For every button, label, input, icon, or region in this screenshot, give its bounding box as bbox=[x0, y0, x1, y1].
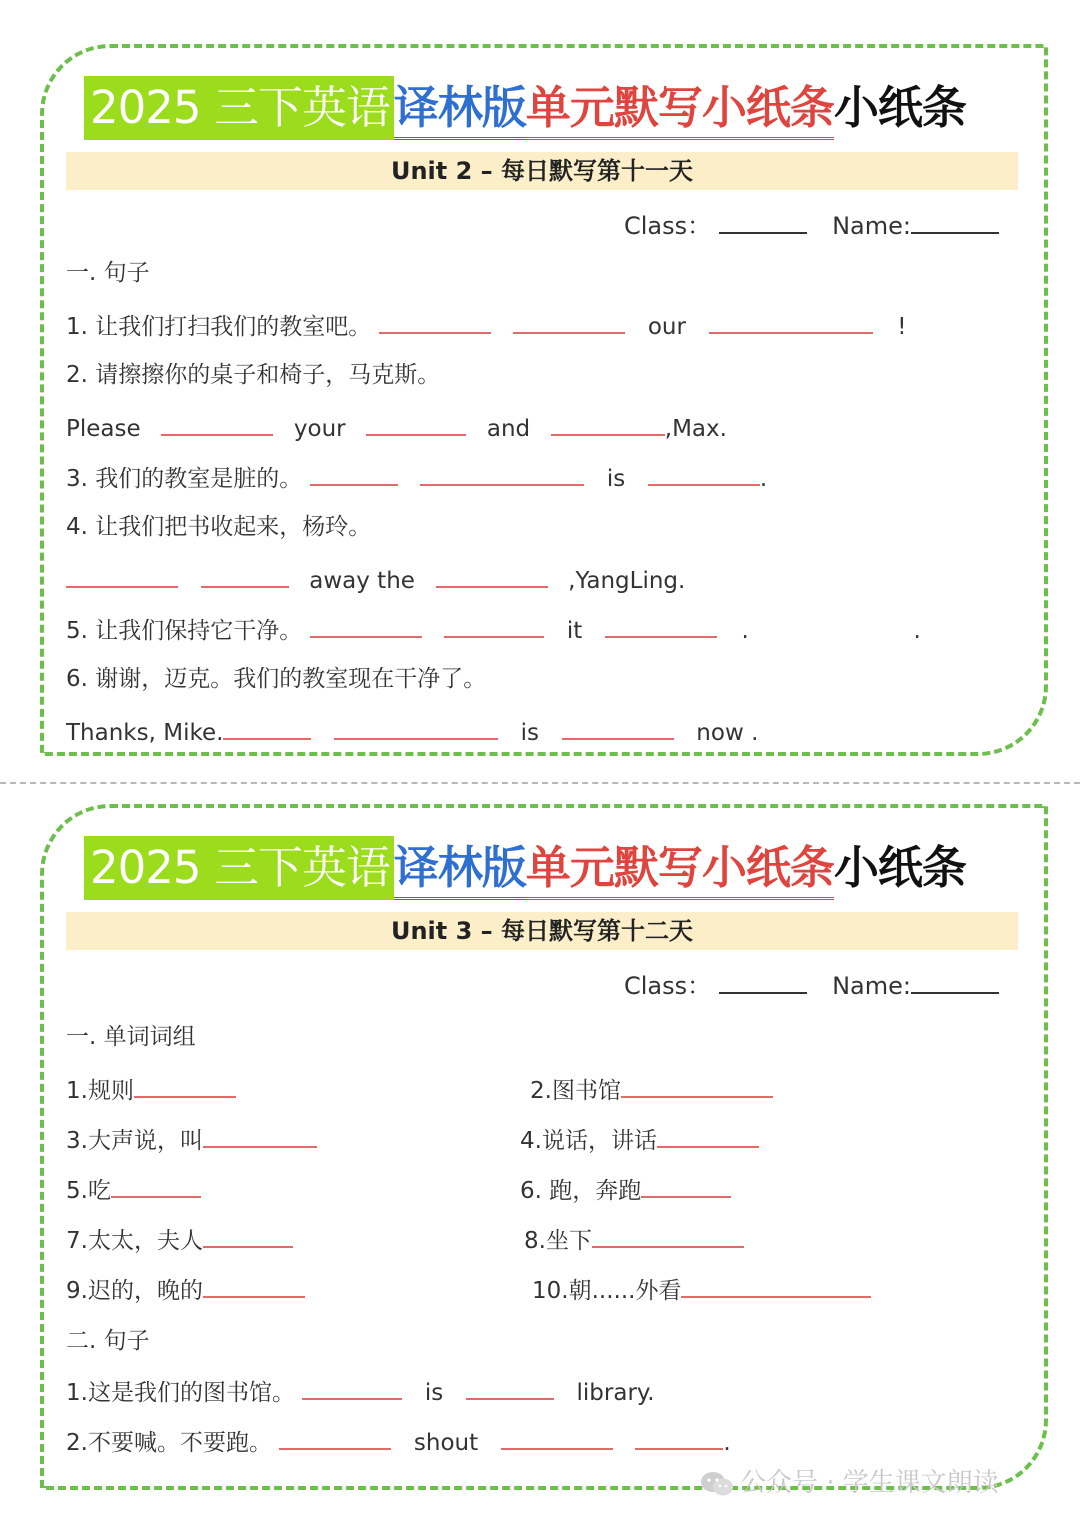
title-part-topic: 单元默写小纸条 bbox=[526, 79, 834, 140]
cut-line-divider bbox=[0, 782, 1080, 784]
word-and: and bbox=[486, 416, 531, 442]
word-item-4 bbox=[520, 1122, 759, 1156]
dictation-card-unit2 bbox=[40, 44, 1048, 756]
title-part-suffix: 小纸条 bbox=[833, 841, 966, 894]
title-part-topic: 单元默写小纸条 bbox=[526, 839, 834, 900]
card-title bbox=[84, 76, 966, 140]
name-label: Name: bbox=[832, 972, 911, 1000]
answer-blank[interactable] bbox=[203, 1272, 305, 1298]
word-library: library. bbox=[576, 1380, 655, 1406]
word-item-1 bbox=[66, 1072, 236, 1106]
answer-blank[interactable] bbox=[562, 714, 674, 740]
word-now: now . bbox=[696, 720, 759, 746]
answer-blank[interactable] bbox=[310, 612, 422, 638]
sentence-4 bbox=[66, 562, 685, 596]
word-please: Please bbox=[66, 416, 141, 442]
answer-blank[interactable] bbox=[223, 714, 311, 740]
answer-blank[interactable] bbox=[681, 1272, 871, 1298]
words-thanks-mike: Thanks, Mike. bbox=[66, 720, 224, 746]
word-item-6 bbox=[520, 1172, 731, 1206]
class-label: Class： bbox=[624, 212, 712, 240]
word-prompt: 8.坐下 bbox=[524, 1228, 592, 1254]
section-heading: 一. 句子 bbox=[66, 260, 150, 286]
answer-blank[interactable] bbox=[592, 1222, 744, 1248]
period: . bbox=[723, 1430, 731, 1456]
sentence-1 bbox=[66, 308, 906, 342]
class-blank[interactable] bbox=[719, 968, 807, 994]
wechat-icon bbox=[700, 1470, 734, 1498]
class-name-line bbox=[624, 966, 999, 1001]
sentence-5-zh: 5. 让我们保持它干净。 bbox=[66, 618, 303, 644]
sentence-5 bbox=[66, 612, 921, 646]
answer-blank[interactable] bbox=[466, 1374, 554, 1400]
answer-blank[interactable] bbox=[436, 562, 548, 588]
word-is: is bbox=[424, 1380, 444, 1406]
answer-blank[interactable] bbox=[444, 612, 544, 638]
answer-blank[interactable] bbox=[310, 460, 398, 486]
answer-blank[interactable] bbox=[302, 1374, 402, 1400]
sentence-2 bbox=[66, 1424, 731, 1458]
answer-blank[interactable] bbox=[513, 308, 625, 334]
card-title bbox=[84, 836, 966, 900]
answer-blank[interactable] bbox=[648, 460, 760, 486]
word-prompt: 1.规则 bbox=[66, 1078, 134, 1104]
word-shout: shout bbox=[413, 1430, 479, 1456]
word-yangling: ,YangLing. bbox=[568, 568, 686, 594]
class-label: Class： bbox=[624, 972, 712, 1000]
class-blank[interactable] bbox=[719, 208, 807, 234]
sentence-4-zh: 4. 让我们把书收起来，杨玲。 bbox=[66, 514, 372, 540]
title-part-suffix: 小纸条 bbox=[833, 81, 966, 134]
word-prompt: 6. 跑，奔跑 bbox=[520, 1178, 642, 1204]
sentence-1-zh: 1. 让我们打扫我们的教室吧。 bbox=[66, 314, 372, 340]
sentence-1-zh: 1.这是我们的图书馆。 bbox=[66, 1380, 295, 1406]
word-item-3 bbox=[66, 1122, 317, 1156]
dictation-card-unit3 bbox=[40, 804, 1048, 1490]
answer-blank[interactable] bbox=[605, 612, 717, 638]
sentence-2-zh: 2. 请擦擦你的桌子和椅子，马克斯。 bbox=[66, 362, 441, 388]
answer-blank[interactable] bbox=[279, 1424, 391, 1450]
watermark-text: 公众号 · 学生课文朗读 bbox=[740, 1468, 999, 1498]
answer-blank[interactable] bbox=[379, 308, 491, 334]
section-heading-words: 一. 单词词组 bbox=[66, 1024, 196, 1050]
word-prompt: 5.吃 bbox=[66, 1178, 111, 1204]
sentence-6 bbox=[66, 714, 758, 748]
word-item-2 bbox=[530, 1072, 773, 1106]
word-prompt: 7.太太，夫人 bbox=[66, 1228, 203, 1254]
words-away-the: away the bbox=[309, 568, 415, 594]
title-part-year: 2025 三下英语 bbox=[84, 836, 394, 900]
answer-blank[interactable] bbox=[709, 308, 873, 334]
title-part-edition: 译林版 bbox=[394, 79, 526, 140]
period: . bbox=[759, 466, 768, 492]
word-our: our bbox=[647, 314, 686, 340]
exclamation-mark: ! bbox=[897, 314, 907, 340]
name-label: Name: bbox=[832, 212, 911, 240]
answer-blank[interactable] bbox=[66, 562, 178, 588]
answer-blank[interactable] bbox=[420, 460, 584, 486]
answer-blank[interactable] bbox=[657, 1122, 759, 1148]
answer-blank[interactable] bbox=[203, 1122, 317, 1148]
unit-subtitle: Unit 3 – 每日默写第十二天 bbox=[66, 912, 1018, 950]
answer-blank[interactable] bbox=[201, 562, 289, 588]
word-is: is bbox=[520, 720, 540, 746]
name-blank[interactable] bbox=[911, 208, 999, 234]
name-blank[interactable] bbox=[911, 968, 999, 994]
word-prompt: 9.迟的，晚的 bbox=[66, 1278, 203, 1304]
answer-blank[interactable] bbox=[161, 410, 273, 436]
unit-subtitle: Unit 2 – 每日默写第十一天 bbox=[66, 152, 1018, 190]
sentence-3-zh: 3. 我们的教室是脏的。 bbox=[66, 466, 303, 492]
title-part-year: 2025 三下英语 bbox=[84, 76, 394, 140]
answer-blank[interactable] bbox=[621, 1072, 773, 1098]
period: . bbox=[913, 618, 921, 644]
word-prompt: 10.朝......外看 bbox=[532, 1278, 682, 1304]
title-part-edition: 译林版 bbox=[394, 839, 526, 900]
word-max: ,Max. bbox=[664, 416, 727, 442]
word-item-7 bbox=[66, 1222, 293, 1256]
word-it: it bbox=[566, 618, 583, 644]
answer-blank[interactable] bbox=[635, 1424, 723, 1450]
answer-blank[interactable] bbox=[641, 1172, 731, 1198]
period: . bbox=[741, 618, 749, 644]
word-prompt: 2.图书馆 bbox=[530, 1078, 621, 1104]
word-item-8 bbox=[524, 1222, 744, 1256]
word-item-9 bbox=[66, 1272, 305, 1306]
answer-blank[interactable] bbox=[134, 1072, 236, 1098]
section-heading-sentences: 二. 句子 bbox=[66, 1328, 150, 1354]
answer-blank[interactable] bbox=[203, 1222, 293, 1248]
answer-blank[interactable] bbox=[501, 1424, 613, 1450]
sentence-2 bbox=[66, 410, 727, 444]
sentence-3 bbox=[66, 460, 767, 494]
word-item-10 bbox=[532, 1272, 871, 1306]
word-prompt: 3.大声说，叫 bbox=[66, 1128, 203, 1154]
sentence-6-zh: 6. 谢谢，迈克。我们的教室现在干净了。 bbox=[66, 666, 487, 692]
sentence-2-zh: 2.不要喊。不要跑。 bbox=[66, 1430, 272, 1456]
class-name-line bbox=[624, 206, 999, 241]
answer-blank[interactable] bbox=[551, 410, 665, 436]
answer-blank[interactable] bbox=[334, 714, 498, 740]
answer-blank[interactable] bbox=[111, 1172, 201, 1198]
watermark bbox=[700, 1462, 999, 1499]
word-your: your bbox=[293, 416, 346, 442]
word-is: is bbox=[606, 466, 626, 492]
word-prompt: 4.说话，讲话 bbox=[520, 1128, 657, 1154]
answer-blank[interactable] bbox=[366, 410, 466, 436]
sentence-1 bbox=[66, 1374, 655, 1408]
word-item-5 bbox=[66, 1172, 201, 1206]
